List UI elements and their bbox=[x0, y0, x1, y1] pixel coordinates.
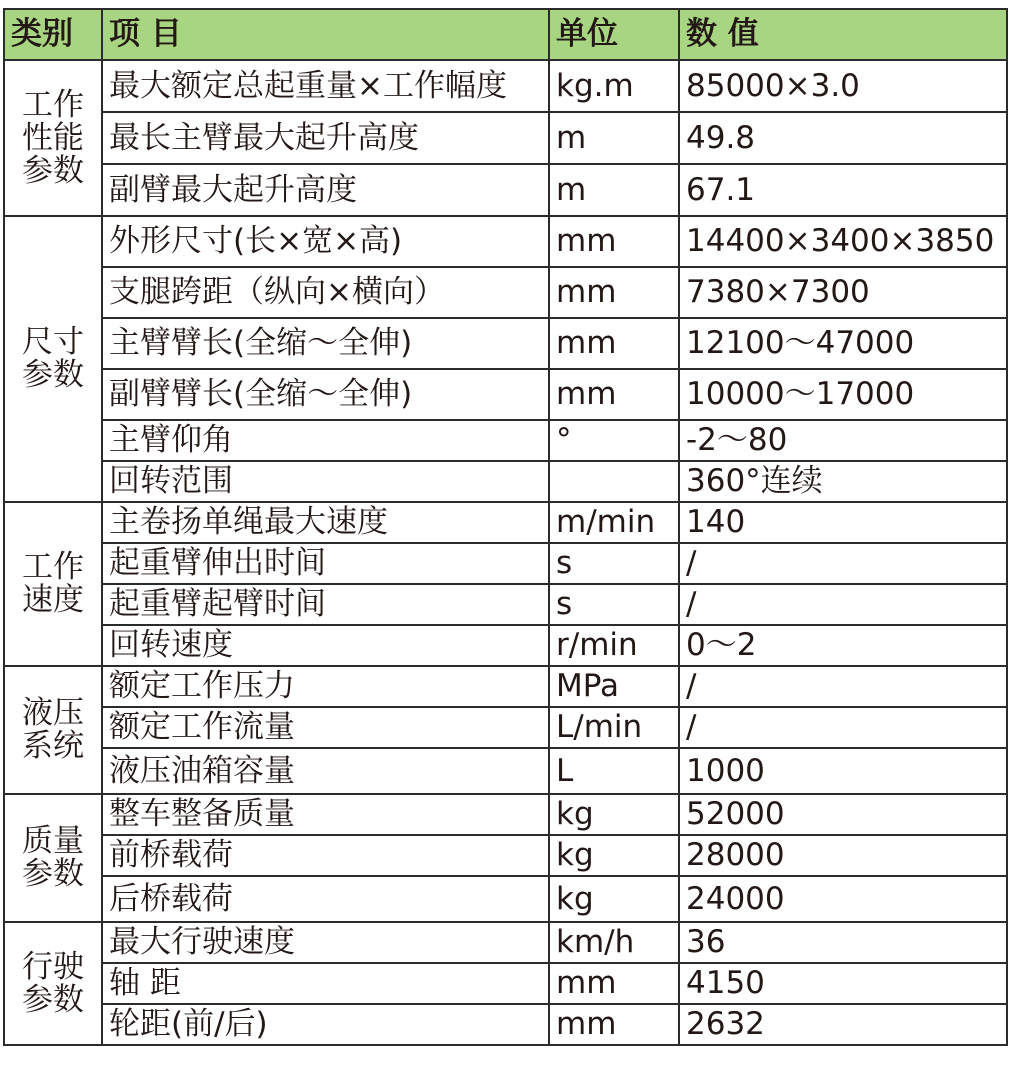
unit-cell: kg bbox=[549, 835, 679, 876]
item-cell: 支腿跨距（纵向×横向） bbox=[102, 267, 549, 318]
value-cell: 1000 bbox=[679, 748, 1007, 794]
value-cell: 0～2 bbox=[679, 625, 1007, 666]
item-cell: 最大行驶速度 bbox=[102, 922, 549, 963]
value-cell: 2632 bbox=[679, 1004, 1007, 1045]
value-cell: 36 bbox=[679, 922, 1007, 963]
unit-cell: mm bbox=[549, 318, 679, 369]
header-category: 类别 bbox=[4, 9, 102, 60]
unit-cell: MPa bbox=[549, 666, 679, 707]
category-label: 工作速度 bbox=[22, 549, 84, 618]
unit-cell: kg bbox=[549, 794, 679, 835]
table-row bbox=[4, 584, 1007, 625]
value-cell: / bbox=[679, 666, 1007, 707]
item-cell: 副臂臂长(全缩～全伸) bbox=[102, 369, 549, 420]
item-cell: 前桥载荷 bbox=[102, 835, 549, 876]
item-cell: 额定工作流量 bbox=[102, 707, 549, 748]
header-value: 数 值 bbox=[679, 9, 1007, 60]
category-label: 质量参数 bbox=[22, 823, 84, 892]
value-cell: 360°连续 bbox=[679, 461, 1007, 502]
category-label: 行驶参数 bbox=[22, 948, 84, 1018]
table-row bbox=[4, 666, 1007, 707]
value-cell: 67.1 bbox=[679, 164, 1007, 216]
value-cell: / bbox=[679, 543, 1007, 584]
table-row bbox=[4, 420, 1007, 461]
value-cell: 28000 bbox=[679, 835, 1007, 876]
value-cell: 14400×3400×3850 bbox=[679, 216, 1007, 267]
item-cell: 最长主臂最大起升高度 bbox=[102, 112, 549, 164]
header-item: 项 目 bbox=[102, 9, 549, 60]
table-row bbox=[4, 707, 1007, 748]
table-row bbox=[4, 922, 1007, 963]
unit-cell: kg.m bbox=[549, 60, 679, 112]
value-cell: 140 bbox=[679, 502, 1007, 543]
item-cell: 轮距(前/后) bbox=[102, 1004, 549, 1045]
item-cell: 轴 距 bbox=[102, 963, 549, 1004]
table-row bbox=[4, 502, 1007, 543]
item-cell: 起重臂伸出时间 bbox=[102, 543, 549, 584]
unit-cell: s bbox=[549, 584, 679, 625]
unit-cell: m/min bbox=[549, 502, 679, 543]
header-unit: 单位 bbox=[549, 9, 679, 60]
item-cell: 回转速度 bbox=[102, 625, 549, 666]
category-label: 尺寸参数 bbox=[22, 324, 84, 393]
category-cell bbox=[4, 216, 102, 502]
unit-cell: m bbox=[549, 112, 679, 164]
value-cell: / bbox=[679, 584, 1007, 625]
category-label: 工作性能参数 bbox=[22, 86, 84, 189]
category-cell bbox=[4, 502, 102, 666]
unit-cell bbox=[549, 461, 679, 502]
table-row bbox=[4, 318, 1007, 369]
value-cell: 85000×3.0 bbox=[679, 60, 1007, 112]
unit-cell: L bbox=[549, 748, 679, 794]
item-cell: 起重臂起臂时间 bbox=[102, 584, 549, 625]
unit-cell: L/min bbox=[549, 707, 679, 748]
item-cell: 主臂仰角 bbox=[102, 420, 549, 461]
spec-body bbox=[4, 60, 1007, 1045]
unit-cell: mm bbox=[549, 267, 679, 318]
table-row bbox=[4, 112, 1007, 164]
table-row bbox=[4, 216, 1007, 267]
item-cell: 液压油箱容量 bbox=[102, 748, 549, 794]
category-cell bbox=[4, 666, 102, 794]
item-cell: 最大额定总起重量×工作幅度 bbox=[102, 60, 549, 112]
unit-cell: r/min bbox=[549, 625, 679, 666]
category-cell bbox=[4, 922, 102, 1045]
value-cell: 7380×7300 bbox=[679, 267, 1007, 318]
unit-cell: m bbox=[549, 164, 679, 216]
table-row bbox=[4, 835, 1007, 876]
category-label: 液压系统 bbox=[22, 695, 84, 764]
table-row bbox=[4, 1004, 1007, 1045]
table-row bbox=[4, 963, 1007, 1004]
table-row bbox=[4, 543, 1007, 584]
item-cell: 副臂最大起升高度 bbox=[102, 164, 549, 216]
header-row bbox=[4, 9, 1007, 60]
category-cell bbox=[4, 60, 102, 216]
table-row bbox=[4, 625, 1007, 666]
value-cell: 4150 bbox=[679, 963, 1007, 1004]
unit-cell: mm bbox=[549, 369, 679, 420]
table-row bbox=[4, 794, 1007, 835]
spec-table bbox=[3, 8, 1008, 1046]
value-cell: 10000～17000 bbox=[679, 369, 1007, 420]
item-cell: 额定工作压力 bbox=[102, 666, 549, 707]
table-row bbox=[4, 60, 1007, 112]
unit-cell: km/h bbox=[549, 922, 679, 963]
item-cell: 整车整备质量 bbox=[102, 794, 549, 835]
category-cell bbox=[4, 794, 102, 922]
unit-cell: s bbox=[549, 543, 679, 584]
unit-cell: mm bbox=[549, 216, 679, 267]
value-cell: 12100～47000 bbox=[679, 318, 1007, 369]
table-row bbox=[4, 164, 1007, 216]
table-row bbox=[4, 461, 1007, 502]
unit-cell: kg bbox=[549, 876, 679, 922]
table-row bbox=[4, 748, 1007, 794]
value-cell: 52000 bbox=[679, 794, 1007, 835]
unit-cell: mm bbox=[549, 1004, 679, 1045]
item-cell: 后桥载荷 bbox=[102, 876, 549, 922]
unit-cell: mm bbox=[549, 963, 679, 1004]
table-row bbox=[4, 267, 1007, 318]
unit-cell: ° bbox=[549, 420, 679, 461]
value-cell: / bbox=[679, 707, 1007, 748]
value-cell: -2～80 bbox=[679, 420, 1007, 461]
value-cell: 24000 bbox=[679, 876, 1007, 922]
item-cell: 主臂臂长(全缩～全伸) bbox=[102, 318, 549, 369]
table-row bbox=[4, 876, 1007, 922]
item-cell: 回转范围 bbox=[102, 461, 549, 502]
item-cell: 主卷扬单绳最大速度 bbox=[102, 502, 549, 543]
table-row bbox=[4, 369, 1007, 420]
value-cell: 49.8 bbox=[679, 112, 1007, 164]
item-cell: 外形尺寸(长×宽×高) bbox=[102, 216, 549, 267]
